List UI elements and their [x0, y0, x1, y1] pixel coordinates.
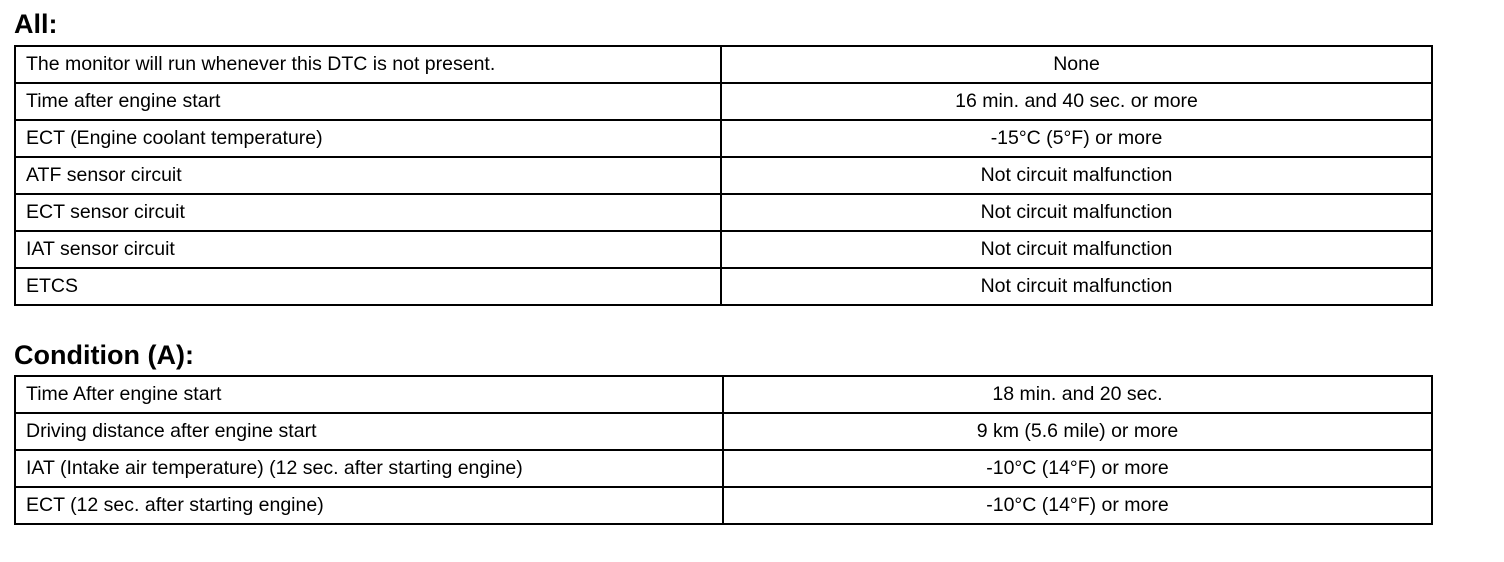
table-row — [15, 413, 1432, 450]
condition-cell: IAT (Intake air temperature) (12 sec. after starting engine) — [15, 450, 723, 487]
value-cell: -15°C (5°F) or more — [721, 120, 1432, 157]
condition-cell: Time After engine start — [15, 376, 723, 413]
table-row — [15, 268, 1432, 305]
value-cell: -10°C (14°F) or more — [723, 450, 1432, 487]
section-title-all: All: — [14, 9, 58, 39]
condition-cell: ECT (12 sec. after starting engine) — [15, 487, 723, 524]
value-cell: 16 min. and 40 sec. or more — [721, 83, 1432, 120]
value-cell: Not circuit malfunction — [721, 157, 1432, 194]
condition-cell: ECT (Engine coolant temperature) — [15, 120, 721, 157]
condition-cell: ETCS — [15, 268, 721, 305]
condition-cell: ATF sensor circuit — [15, 157, 721, 194]
table-row — [15, 376, 1432, 413]
section-title-condition-a: Condition (A): — [14, 340, 194, 370]
table-row — [15, 231, 1432, 268]
condition-cell: Driving distance after engine start — [15, 413, 723, 450]
table-row — [15, 157, 1432, 194]
condition-cell: Time after engine start — [15, 83, 721, 120]
value-cell: Not circuit malfunction — [721, 194, 1432, 231]
all-conditions-table — [14, 45, 1433, 306]
value-cell: 18 min. and 20 sec. — [723, 376, 1432, 413]
table-row — [15, 450, 1432, 487]
value-cell: None — [721, 46, 1432, 83]
table-row — [15, 194, 1432, 231]
condition-cell: ECT sensor circuit — [15, 194, 721, 231]
condition-cell: The monitor will run whenever this DTC is not present. — [15, 46, 721, 83]
table-row — [15, 46, 1432, 83]
value-cell: Not circuit malfunction — [721, 231, 1432, 268]
value-cell: -10°C (14°F) or more — [723, 487, 1432, 524]
value-cell: 9 km (5.6 mile) or more — [723, 413, 1432, 450]
table-row — [15, 120, 1432, 157]
table-row — [15, 487, 1432, 524]
value-cell: Not circuit malfunction — [721, 268, 1432, 305]
table-row — [15, 83, 1432, 120]
condition-a-table — [14, 375, 1433, 525]
condition-cell: IAT sensor circuit — [15, 231, 721, 268]
